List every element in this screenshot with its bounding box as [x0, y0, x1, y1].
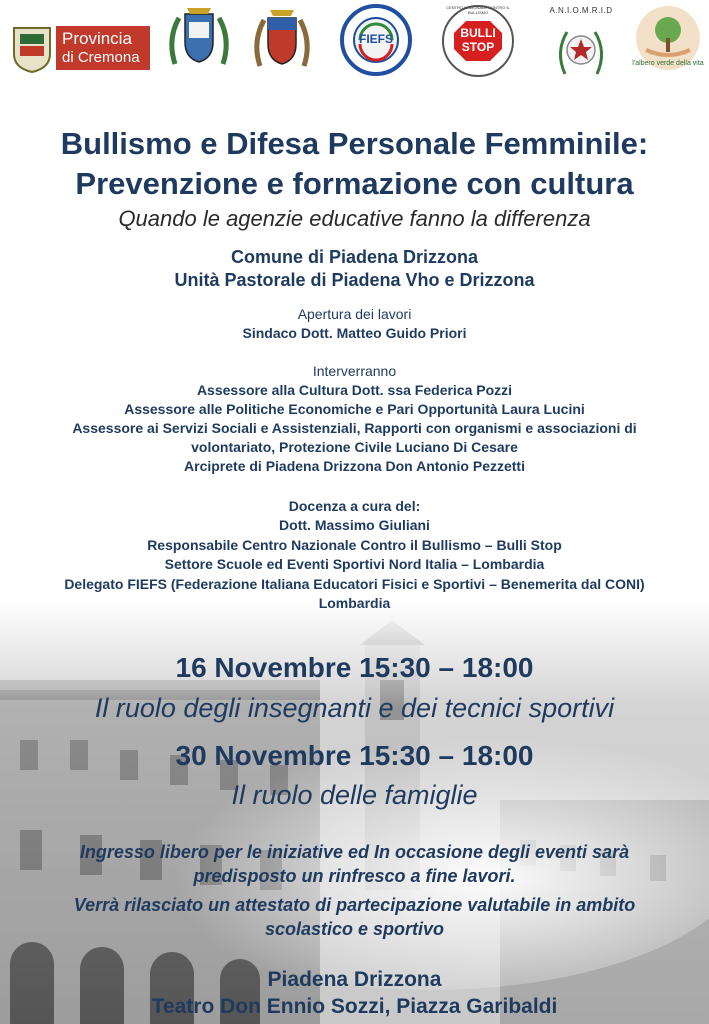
albero-verde-logo [632, 4, 704, 76]
opening-label-text: Apertura dei lavori [297, 306, 412, 322]
session-1-topic: Il ruolo degli insegnanti e dei tecnici sportivi [94, 693, 615, 723]
aniomrid-logo [545, 4, 617, 76]
logo-bar [0, 0, 709, 80]
opening-label [0, 305, 709, 324]
note-line-1: Ingresso libero per le iniziative ed In occasione degli eventi sarà [79, 842, 630, 862]
piadena-crest-icon [165, 4, 233, 76]
organizer-comune: Comune di Piadena Drizzona [230, 247, 479, 267]
subtitle: Quando le agenzie educative fanno la differenza [118, 206, 591, 231]
teaching-item: Dott. Massimo Giuliani [279, 517, 430, 533]
teaching-item: Responsabile Centro Nazionale Contro il Bullismo – Bulli Stop [147, 537, 562, 553]
aniomrid-star-icon [545, 18, 617, 76]
speaker-item: Assessore alle Politiche Economiche e Pari Opportunità Laura Lucini [124, 401, 585, 417]
speaker-item: volontariato, Protezione Civile Luciano Di Cesare [191, 439, 518, 455]
teaching-item: Delegato FIEFS (Federazione Italiana Educatori Fisici e Sportivi – Benemerita dal CONI) [64, 576, 645, 592]
title-line-1: Bullismo e Difesa Personale Femminile: [60, 126, 649, 161]
speaker-item: Assessore ai Servizi Sociali e Assistenziali, Rapporti con organismi e associazioni di [72, 420, 637, 436]
speakers-label-text: Interverranno [312, 363, 397, 379]
teaching-label: Docenza a cura del: [288, 498, 421, 514]
note-line-4: scolastico e sportivo [264, 919, 445, 939]
session-1-date: 16 Novembre 15:30 – 18:00 [175, 652, 534, 683]
session-2-topic: Il ruolo delle famiglie [231, 780, 478, 810]
stop-label: STOP [461, 40, 495, 54]
fiefs-label: FIEFS [358, 32, 393, 46]
provincia-subname: di Cremona [62, 49, 140, 66]
teaching-item: Lombardia [318, 595, 391, 611]
centro-ring-text: CENTRO NAZIONALE CONTRO IL BULLISMO [446, 5, 510, 15]
organizer-parish: Unità Pastorale di Piadena Vho e Drizzona [174, 270, 535, 290]
opening-speaker: Sindaco Dott. Matteo Guido Priori [242, 325, 467, 341]
title-line-2: Prevenzione e formazione con cultura [75, 166, 634, 201]
speaker-item: Arciprete di Piadena Drizzona Don Antonio Pezzetti [184, 458, 525, 474]
drizzona-crest-icon [252, 4, 312, 76]
piadena-crest-logo [165, 4, 233, 76]
bulli-stop-logo [440, 4, 516, 78]
speaker-item: Assessore alla Cultura Dott. ssa Federica Pozzi [196, 382, 513, 398]
fiefs-logo [340, 4, 412, 76]
albero-label: l'albero verde della vita [632, 60, 704, 67]
bulli-label: BULLI [460, 26, 496, 40]
aniomrid-label: A.N.I.O.M.R.I.D [549, 6, 613, 15]
venue-place: Teatro Don Ennio Sozzi, Piazza Garibaldi [151, 995, 558, 1018]
provincia-cremona-logo [10, 22, 150, 74]
provincia-name: Provincia [62, 29, 132, 48]
session-2-date: 30 Novembre 15:30 – 18:00 [175, 740, 534, 771]
speakers-label [0, 362, 709, 381]
note-line-3: Verrà rilasciato un attestato di partecipazione valutabile in ambito [73, 895, 636, 915]
note-line-2: predisposto un rinfresco a fine lavori. [193, 866, 516, 886]
drizzona-crest-logo [252, 4, 312, 76]
venue-city: Piadena Drizzona [267, 968, 442, 991]
teaching-item: Settore Scuole ed Eventi Sportivi Nord Italia – Lombardia [164, 556, 545, 572]
